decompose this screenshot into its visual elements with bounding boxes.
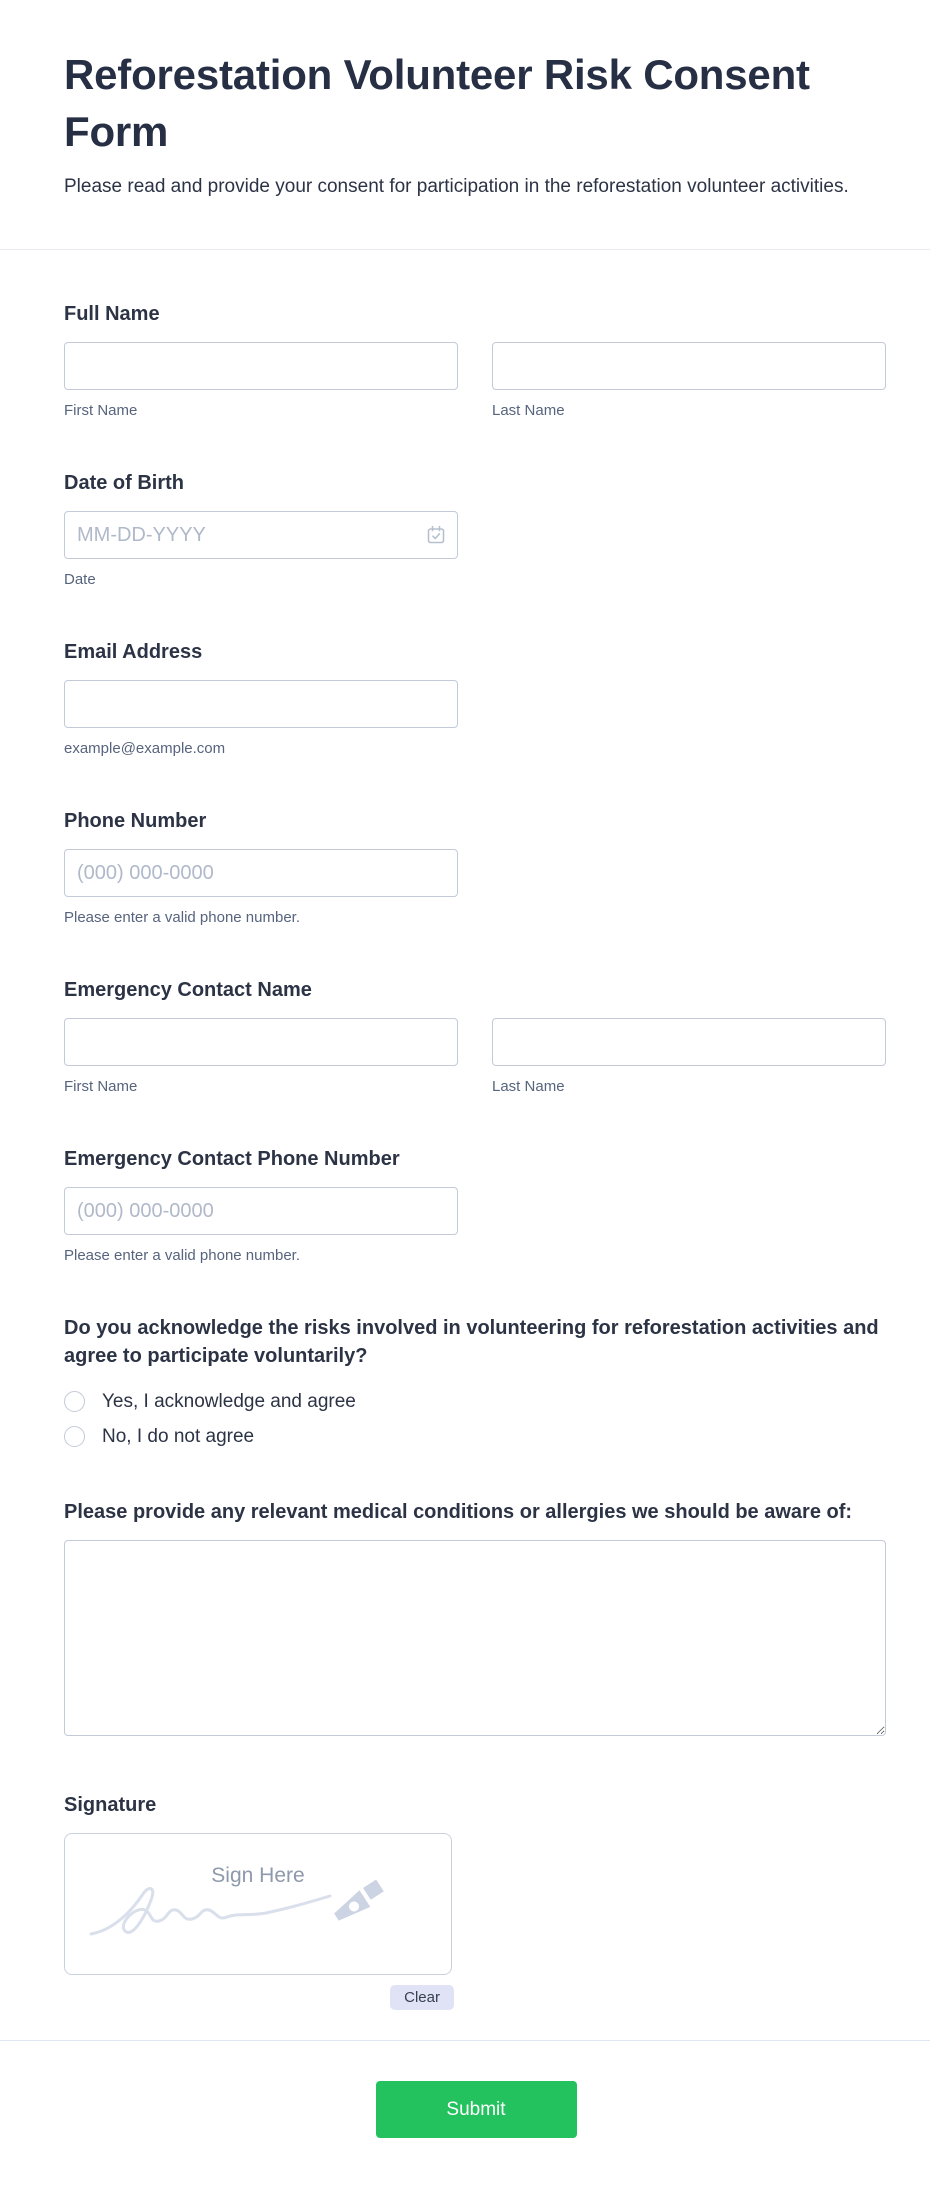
full-name-label: Full Name [64, 303, 160, 325]
radio-option-yes[interactable] [64, 1384, 888, 1419]
email-sublabel: example@example.com [64, 740, 226, 757]
form-subtitle: Please read and provide your consent for participation in the reforestation volunteer activities. [64, 176, 849, 197]
radio-no-label: No, I do not agree [102, 1426, 255, 1447]
emergency-name-label: Emergency Contact Name [64, 979, 312, 1001]
page-title: Reforestation Volunteer Risk Consent Form [64, 51, 810, 155]
signature-label: Signature [64, 1794, 157, 1816]
header-divider [0, 249, 930, 250]
phone-sublabel: Please enter a valid phone number. [64, 909, 300, 926]
signature-squiggle-and-pen-nib-icon [85, 1872, 415, 1952]
field-date-of-birth [64, 469, 888, 588]
medical-label: Please provide any relevant medical conditions or allergies we should be aware of: [64, 1501, 853, 1523]
field-full-name [64, 300, 888, 419]
radio-yes-label: Yes, I acknowledge and agree [102, 1391, 356, 1412]
acknowledge-label: Do you acknowledge the risks involved in volunteering for reforestation activities and agree to participate voluntarily? [64, 1317, 879, 1367]
email-label: Email Address [64, 641, 203, 663]
emergency-last-input[interactable] [492, 1018, 886, 1066]
emergency-phone-input[interactable] [64, 1187, 458, 1235]
field-emergency-name [64, 976, 888, 1095]
full-name-last-sublabel: Last Name [492, 402, 565, 419]
dob-sublabel: Date [64, 571, 96, 588]
phone-input[interactable] [64, 849, 458, 897]
field-email [64, 638, 888, 757]
radio-option-no[interactable] [64, 1419, 888, 1454]
phone-label: Phone Number [64, 810, 207, 832]
sign-here-text: Sign Here [211, 1864, 305, 1887]
field-acknowledge [64, 1314, 888, 1454]
dob-label: Date of Birth [64, 472, 184, 494]
medical-textarea[interactable] [64, 1540, 886, 1736]
submit-area [64, 2041, 888, 2138]
email-input[interactable] [64, 680, 458, 728]
emergency-phone-label: Emergency Contact Phone Number [64, 1148, 400, 1170]
signature-clear-button[interactable]: Clear [390, 1985, 454, 2010]
field-signature [64, 1791, 888, 2010]
form-header [64, 0, 888, 201]
full-name-first-sublabel: First Name [64, 402, 138, 419]
signature-pad[interactable] [64, 1833, 452, 1975]
emergency-phone-sublabel: Please enter a valid phone number. [64, 1247, 300, 1264]
submit-button[interactable]: Submit [376, 2081, 577, 2138]
emergency-first-input[interactable] [64, 1018, 458, 1066]
field-emergency-phone [64, 1145, 888, 1264]
field-medical [64, 1498, 888, 1741]
emergency-first-sublabel: First Name [64, 1078, 138, 1095]
radio-yes-circle-icon[interactable] [64, 1391, 85, 1412]
dob-input[interactable] [64, 511, 458, 559]
full-name-last-input[interactable] [492, 342, 886, 390]
full-name-first-input[interactable] [64, 342, 458, 390]
field-phone [64, 807, 888, 926]
emergency-last-sublabel: Last Name [492, 1078, 565, 1095]
radio-no-circle-icon[interactable] [64, 1426, 85, 1447]
